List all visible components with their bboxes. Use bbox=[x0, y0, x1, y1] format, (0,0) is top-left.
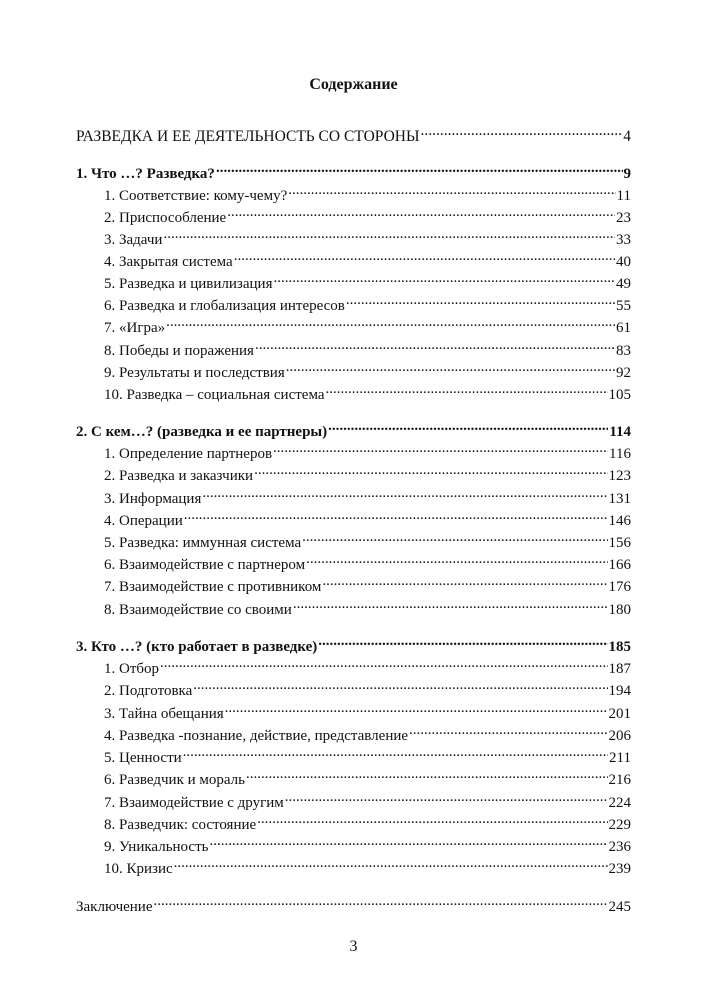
toc-entry-page: 245 bbox=[608, 899, 631, 915]
dot-leader bbox=[257, 811, 607, 829]
toc-entry-title: 4. Операции bbox=[104, 513, 183, 529]
dot-leader bbox=[216, 160, 623, 178]
toc-entry bbox=[104, 766, 631, 790]
toc-entry bbox=[104, 359, 631, 383]
toc-entry bbox=[104, 789, 631, 813]
toc-entry bbox=[104, 855, 631, 879]
toc-entry-title: 9. Результаты и последствия bbox=[104, 365, 285, 381]
dot-leader bbox=[346, 292, 615, 310]
toc-entry-title: 3. Кто …? (кто работает в разведке) bbox=[76, 639, 318, 655]
dot-leader bbox=[210, 833, 608, 851]
toc-entry bbox=[104, 314, 631, 338]
dot-leader bbox=[193, 677, 607, 695]
toc-entry bbox=[104, 248, 631, 272]
toc-entry-page: 131 bbox=[608, 491, 631, 507]
dot-leader bbox=[160, 655, 607, 673]
toc-entry-page: 239 bbox=[608, 861, 631, 877]
toc-entry-title: 5. Разведка и цивилизация bbox=[104, 276, 273, 292]
toc-entry-title: 7. Взаимодействие с противником bbox=[104, 579, 322, 595]
dot-leader bbox=[163, 226, 615, 244]
toc-entry bbox=[76, 123, 631, 147]
toc-entry-page: 216 bbox=[608, 772, 631, 788]
toc-entry-title: 10. Кризис bbox=[104, 861, 173, 877]
toc-entry-page: 49 bbox=[616, 276, 631, 292]
toc-entry-title: 1. Соответствие: кому-чему? bbox=[104, 188, 288, 204]
toc-entry bbox=[104, 833, 631, 857]
toc-entry bbox=[104, 381, 631, 405]
toc-entry-title: 6. Взаимодействие с партнером bbox=[104, 557, 306, 573]
toc-entry bbox=[104, 573, 631, 597]
toc-entry-title: 3. Тайна обещания bbox=[104, 706, 224, 722]
dot-leader bbox=[293, 596, 608, 614]
dot-leader bbox=[234, 248, 615, 266]
dot-leader bbox=[285, 789, 608, 807]
toc-entry-title: 1. Определение партнеров bbox=[104, 446, 273, 462]
toc-entry-title: 3. Информация bbox=[104, 491, 202, 507]
toc-entry bbox=[104, 462, 631, 486]
toc-entry-page: 83 bbox=[616, 343, 631, 359]
toc-entry-page: 61 bbox=[616, 320, 631, 336]
toc-chapter bbox=[76, 418, 631, 442]
toc-entry-title: 7. Взаимодействие с другим bbox=[104, 795, 284, 811]
dot-leader bbox=[273, 270, 615, 288]
toc-entry-title: 10. Разведка – социальная система bbox=[104, 387, 325, 403]
toc-entry-title: 4. Разведка -познание, действие, представление bbox=[104, 728, 409, 744]
toc-entry-page: 185 bbox=[608, 639, 631, 655]
toc-entry-page: 236 bbox=[608, 839, 631, 855]
toc-entry bbox=[104, 551, 631, 575]
toc-entry bbox=[104, 596, 631, 620]
dot-leader bbox=[254, 462, 607, 480]
toc-entry-page: 92 bbox=[616, 365, 631, 381]
toc-entry-title: 3. Задачи bbox=[104, 232, 163, 248]
toc-entry bbox=[104, 485, 631, 509]
toc-entry-page: 146 bbox=[608, 513, 631, 529]
toc-entry bbox=[104, 722, 631, 746]
toc-entry bbox=[104, 292, 631, 316]
toc-entry bbox=[104, 226, 631, 250]
toc-entry-title: 8. Победы и поражения bbox=[104, 343, 254, 359]
toc-entry bbox=[104, 529, 631, 553]
toc-entry bbox=[76, 893, 631, 917]
dot-leader bbox=[328, 418, 608, 436]
toc-entry-page: 166 bbox=[608, 557, 631, 573]
dot-leader bbox=[322, 573, 607, 591]
toc-entry-page: 4 bbox=[623, 128, 631, 145]
toc-entry-title: 5. Разведка: иммунная система bbox=[104, 535, 302, 551]
page-title: Содержание bbox=[309, 76, 398, 93]
toc-entry-page: 176 bbox=[608, 579, 631, 595]
toc-entry-title: 8. Разведчик: состояние bbox=[104, 817, 257, 833]
toc-entry-page: 55 bbox=[616, 298, 631, 314]
toc-entry bbox=[104, 270, 631, 294]
dot-leader bbox=[326, 381, 608, 399]
toc-entry-page: 211 bbox=[609, 750, 631, 766]
toc-entry bbox=[104, 204, 631, 228]
dot-leader bbox=[174, 855, 608, 873]
toc-entry-page: 23 bbox=[616, 210, 631, 226]
toc-entry-title: 2. Подготовка bbox=[104, 683, 193, 699]
toc-entry-page: 156 bbox=[608, 535, 631, 551]
toc-entry-title: РАЗВЕДКА И ЕЕ ДЕЯТЕЛЬНОСТЬ СО СТОРОНЫ bbox=[76, 128, 420, 145]
dot-leader bbox=[420, 123, 622, 141]
toc-entry-title: 6. Разведчик и мораль bbox=[104, 772, 246, 788]
toc-entry-page: 116 bbox=[609, 446, 631, 462]
toc-entry bbox=[104, 744, 631, 768]
toc-entry-page: 187 bbox=[608, 661, 631, 677]
dot-leader bbox=[302, 529, 607, 547]
dot-leader bbox=[409, 722, 607, 740]
toc-entry-title: 2. Приспособление bbox=[104, 210, 227, 226]
toc-entry-page: 229 bbox=[608, 817, 631, 833]
toc-entry-title: 2. Разведка и заказчики bbox=[104, 468, 254, 484]
dot-leader bbox=[288, 182, 615, 200]
dot-leader bbox=[166, 314, 615, 332]
toc-entry-title: 6. Разведка и глобализация интересов bbox=[104, 298, 345, 314]
dot-leader bbox=[318, 633, 607, 651]
toc-entry-page: 201 bbox=[608, 706, 631, 722]
toc-entry bbox=[104, 182, 631, 206]
dot-leader bbox=[286, 359, 615, 377]
toc-entry-page: 9 bbox=[623, 166, 631, 182]
toc-entry-page: 11 bbox=[616, 188, 631, 204]
toc-entry-page: 114 bbox=[609, 424, 631, 440]
toc-chapter bbox=[76, 160, 631, 184]
toc-entry-page: 206 bbox=[608, 728, 631, 744]
toc-entry bbox=[104, 811, 631, 835]
dot-leader bbox=[202, 485, 607, 503]
toc-entry-page: 194 bbox=[608, 683, 631, 699]
toc-entry bbox=[104, 337, 631, 361]
toc-entry-title: 5. Ценности bbox=[104, 750, 182, 766]
toc-entry-page: 180 bbox=[608, 602, 631, 618]
dot-leader bbox=[273, 440, 608, 458]
toc-entry-title: Заключение bbox=[76, 899, 153, 915]
dot-leader bbox=[225, 700, 608, 718]
toc-entry bbox=[104, 700, 631, 724]
toc-entry-title: 7. «Игра» bbox=[104, 320, 166, 336]
toc-entry-title: 4. Закрытая система bbox=[104, 254, 233, 270]
toc-entry-title: 1. Что …? Разведка? bbox=[76, 166, 215, 182]
dot-leader bbox=[184, 507, 608, 525]
dot-leader bbox=[246, 766, 607, 784]
toc-entry-page: 40 bbox=[616, 254, 631, 270]
toc-entry-page: 105 bbox=[608, 387, 631, 403]
toc-entry-title: 2. С кем…? (разведка и ее партнеры) bbox=[76, 424, 328, 440]
toc-entry bbox=[104, 507, 631, 531]
page-number: 3 bbox=[349, 938, 358, 955]
toc-entry-title: 1. Отбор bbox=[104, 661, 160, 677]
dot-leader bbox=[227, 204, 615, 222]
dot-leader bbox=[255, 337, 615, 355]
toc-entry-page: 123 bbox=[608, 468, 631, 484]
toc-entry-title: 8. Взаимодействие со своими bbox=[104, 602, 292, 618]
dot-leader bbox=[183, 744, 608, 762]
dot-leader bbox=[306, 551, 607, 569]
toc-entry bbox=[104, 677, 631, 701]
toc-entry bbox=[104, 440, 631, 464]
toc-entry bbox=[104, 655, 631, 679]
toc-chapter bbox=[76, 633, 631, 657]
toc-entry-page: 224 bbox=[608, 795, 631, 811]
dot-leader bbox=[154, 893, 608, 911]
toc-entry-title: 9. Уникальность bbox=[104, 839, 209, 855]
toc-entry-page: 33 bbox=[616, 232, 631, 248]
